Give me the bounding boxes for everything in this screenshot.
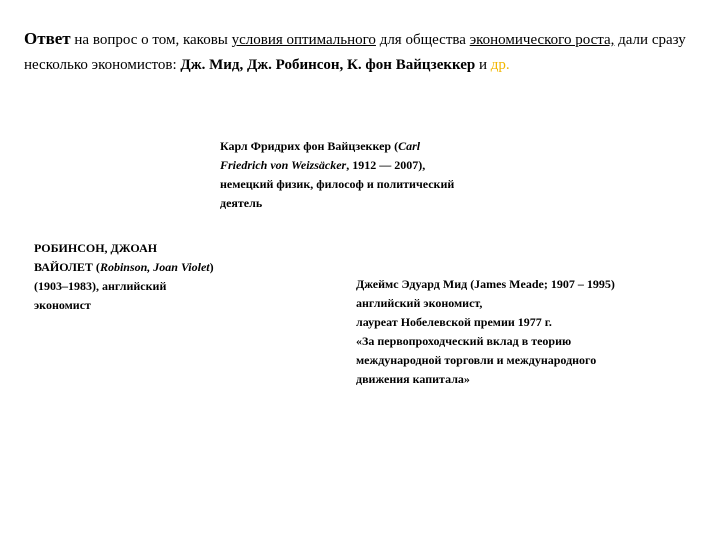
intro-text-2: для общества [375,32,470,48]
robinson-name: РОБИНСОН, ДЖОАН ВАЙОЛЕТ ( [34,241,158,274]
intro-lead: Ответ [24,29,71,48]
caption-weizsacker [220,137,470,213]
robinson-latin-name: Robinson, Joan Violet [99,260,210,274]
caption-robinson [34,239,214,315]
intro-etc: др. [490,57,510,73]
intro-underlined-economic-growth: экономического роста, [469,32,615,48]
intro-underlined-optimal-conditions: условия оптимального [231,32,376,48]
weizsacker-name: Карл Фридрих фон Вайцзеккер ( [220,139,399,153]
intro-text-1: на вопрос о том, каковы [70,32,232,48]
weizsacker-latin-name: Carl Friedrich von Weizsäcker [220,139,421,172]
robinson-bio: ) (1903–1983), английский экономист [34,260,214,312]
intro-text-4: и [475,57,491,73]
intro-text-3: дали сразу несколько экономистов: [24,32,686,73]
weizsacker-bio: , 1912 — 2007), немецкий физик, философ и политический деятель [220,158,455,210]
caption-meade [356,275,641,389]
intro-paragraph [24,26,704,78]
meade-nobel-citation: «За первопроходческий вклад в теорию международной торговли и международного движения капитала» [356,334,597,386]
meade-bio: Джеймс Эдуард Мид (James Meade; 1907 – 1995) английский экономист, [356,277,615,310]
intro-economist-names: Дж. Мид, Дж. Робинсон, К. фон Вайцзеккер [180,57,476,73]
meade-nobel: лауреат Нобелевской премии 1977 г. [356,315,552,329]
